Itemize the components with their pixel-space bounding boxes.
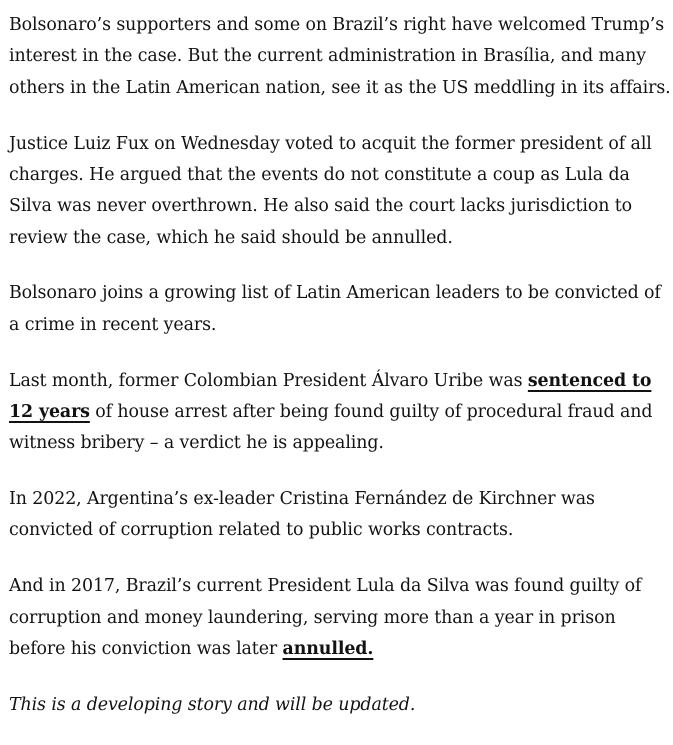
uribe-text-after: of house arrest after being found guilty of procedural fraud and witness bribery – a verdict he is appealing.	[9, 401, 653, 454]
paragraph-uribe	[9, 366, 673, 460]
lula-text-before: And in 2017, Brazil’s current President Lula da Silva was found guilty of corruption and money laundering, serving more than a year in prison before his conviction was later	[9, 576, 642, 659]
uribe-text-before: Last month, former Colombian President Álvaro Uribe was	[9, 370, 528, 391]
paragraph-supporters: Bolsonaro’s supporters and some on Brazil’s right have welcomed Trump’s interest in the case. But the current administration in Brasília, and many others in the Latin American nation, see it as the US meddling in its affairs.	[9, 15, 671, 98]
paragraph-justice-fux: Justice Luiz Fux on Wednesday voted to acquit the former president of all charges. He argued that the events do not constitute a coup as Lula da Silva was never overthrown. He also said the court lacks jurisdiction to review the case, which he said should be annulled.	[9, 133, 652, 248]
annulled-link[interactable]: annulled.	[282, 638, 374, 659]
sentenced-link[interactable]: sentenced to 12 years	[9, 370, 652, 422]
developing-story-note: This is a developing story and will be updated.	[9, 694, 416, 715]
paragraph-growing-list: Bolsonaro joins a growing list of Latin American leaders to be convicted of a crime in recent years.	[9, 283, 661, 335]
paragraph-kirchner: In 2022, Argentina’s ex-leader Cristina Fernández de Kirchner was convicted of corruption related to public works contracts.	[9, 489, 595, 541]
paragraph-lula	[9, 571, 673, 665]
article-body	[9, 10, 673, 745]
